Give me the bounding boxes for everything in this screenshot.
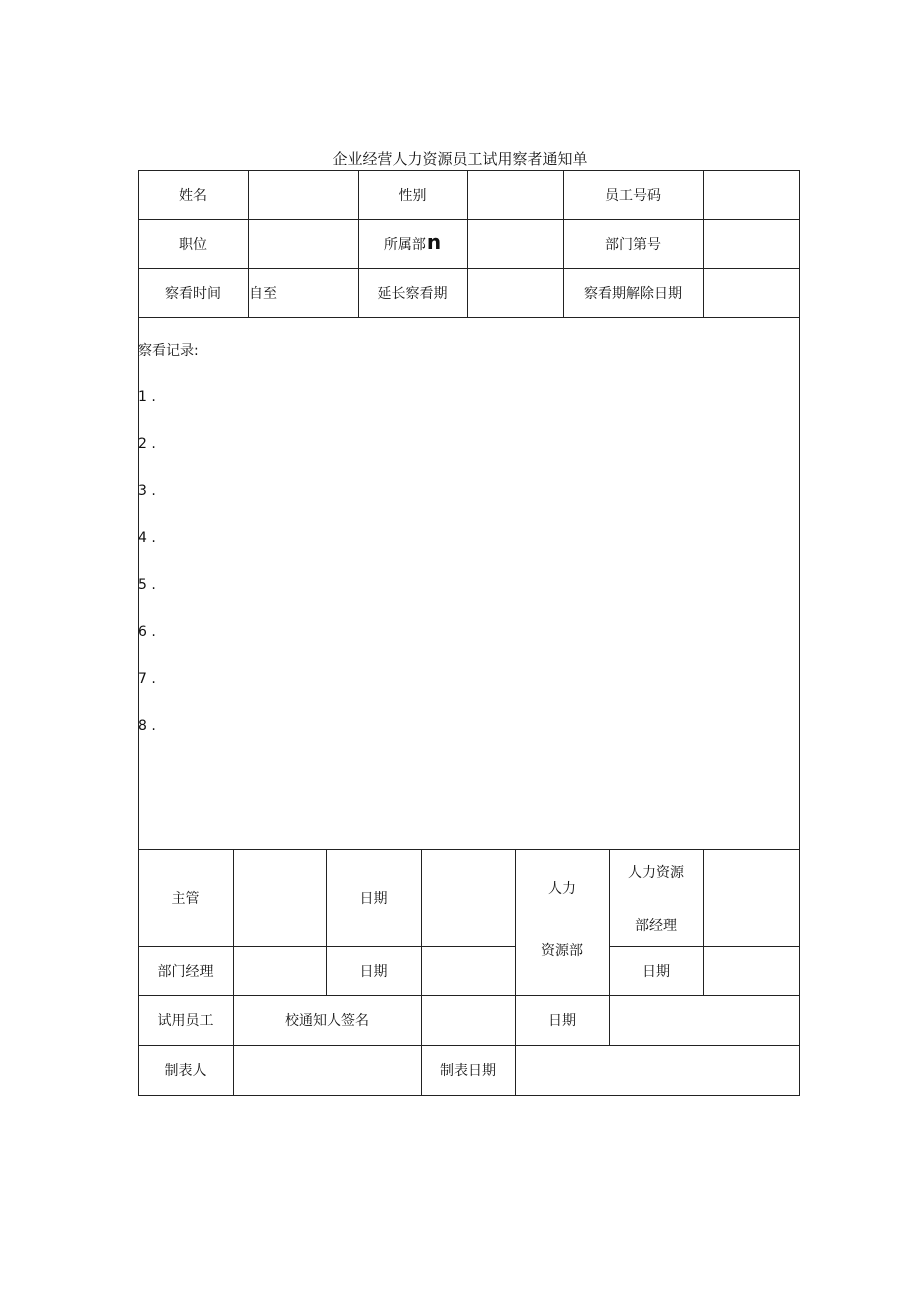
dept-manager-sign-field[interactable] [233,946,326,995]
supervisor-sign-field[interactable] [233,849,326,946]
table-border-right [799,170,800,1096]
employee-no-label: 员工号码 [605,187,661,204]
preparer-label: 制表人 [164,1063,207,1079]
dept-manager-date-field[interactable] [421,946,515,995]
row-divider [138,317,800,318]
name-field[interactable] [248,170,358,219]
supervisor-date-label: 日期 [359,890,388,907]
from-to-field[interactable]: 自至 [249,285,277,302]
dept-no-field[interactable] [703,219,799,268]
extend-label: 延长察看期 [377,285,448,302]
dept-manager-date-label: 日期 [359,963,388,980]
dept-no-label: 部门第号 [605,236,661,253]
record-item: 4 . [138,530,156,546]
name-label: 姓名 [179,187,207,204]
gender-field[interactable] [467,170,563,219]
preparer-field[interactable] [233,1045,421,1095]
record-item: 5 . [138,577,156,593]
trial-employee-date-field[interactable] [609,995,799,1045]
hr-dept-label-line1: 人力 [548,881,576,897]
department-label-suffix: n [426,229,442,254]
employee-no-field[interactable] [703,170,799,219]
hr-manager-date-field[interactable] [703,946,799,995]
record-item: 2 . [138,436,156,452]
department-label [358,219,467,268]
hr-manager-sign-field[interactable] [703,849,799,946]
trial-employee-date-label: 日期 [548,1013,576,1029]
dept-manager-label: 部门经理 [157,963,214,980]
hr-manager-date-label: 日期 [642,963,670,980]
record-item: 8 . [138,718,156,734]
notice-form-table [138,170,800,1096]
trial-employee-sign-field[interactable] [421,995,515,1045]
position-field[interactable] [248,219,358,268]
record-item: 7 . [138,671,156,687]
record-item: 6 . [138,624,156,640]
release-date-label: 察看期解除日期 [584,285,682,302]
gender-label: 性别 [398,187,427,204]
supervisor-date-field[interactable] [421,849,515,946]
department-field[interactable] [467,219,563,268]
notice-sign-label: 校通知人签名 [285,1013,369,1029]
hr-manager-label-line1: 人力资源 [628,865,684,881]
hr-dept-label-line2: 资源部 [541,943,583,959]
table-border-bottom [138,1095,800,1096]
record-item: 3 . [138,483,156,499]
form-title: 企业经营人力资源员工试用察者通知单 [332,150,588,168]
record-item: 1 . [138,389,156,405]
probation-time-label: 察看时间 [165,285,221,302]
prep-date-label: 制表日期 [440,1063,496,1079]
position-label: 职位 [179,236,207,253]
release-date-field[interactable] [703,268,799,317]
prep-date-field[interactable] [515,1045,799,1095]
trial-employee-label: 试用员工 [157,1013,214,1029]
record-label: 察看记录: [138,343,199,359]
supervisor-label: 主管 [171,890,200,907]
hr-manager-label-line2: 部经理 [635,918,677,934]
extend-field[interactable] [467,268,563,317]
department-label-text: 所属部 [383,236,426,253]
